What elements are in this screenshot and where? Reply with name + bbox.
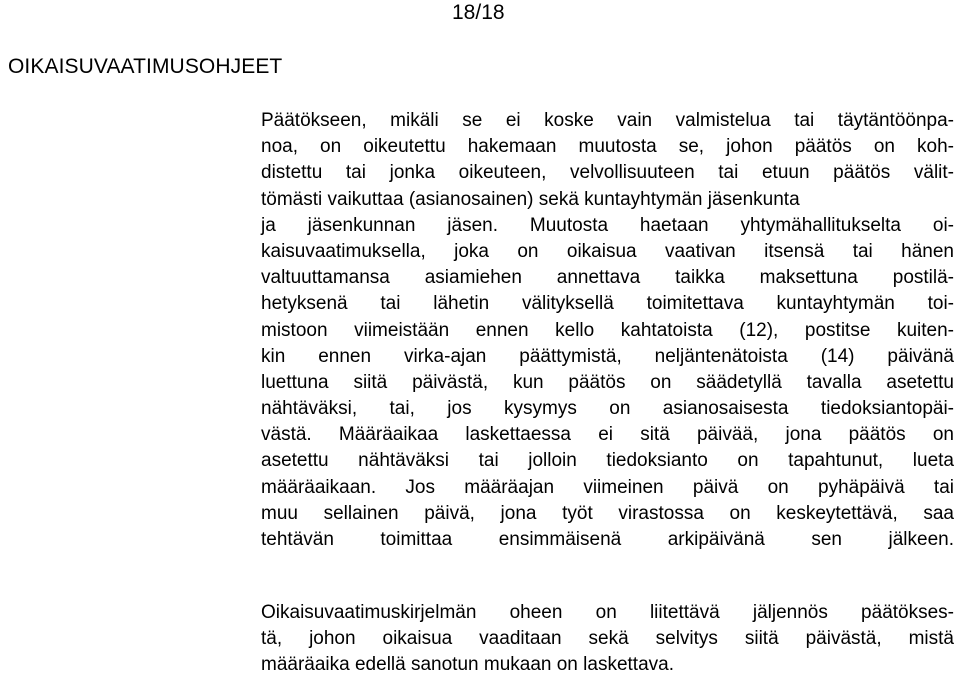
text-line: västä. Määräaikaa laskettaessa ei sitä päivää, jona päätös on [261, 424, 954, 446]
text-line: kin ennen virka-ajan päättymistä, neljäntenätoista (14) päivänä [261, 345, 954, 367]
text-line: määräaika edellä sanotun mukaan on laskettava. [261, 654, 674, 676]
text-line: määräaikaan. Jos määräajan viimeinen päivä on pyhäpäivä tai [261, 476, 954, 498]
section-title: OIKAISUVAATIMUSOHJEET [8, 55, 283, 78]
text-line: tehtävän toimittaa ensimmäisenä arkipäivänä sen jälkeen. [261, 529, 954, 550]
paragraph-appeal-instructions [261, 108, 954, 553]
text-line: luettuna siitä päivästä, kun päätös on säädetyllä tavalla asetettu [261, 371, 954, 393]
text-line: mistoon viimeistään ennen kello kahtatoista (12), postitse kuiten- [261, 319, 954, 341]
text-line: distettu tai jonka oikeuteen, velvollisuuteen tai etuun päätös välit- [261, 162, 954, 184]
text-line: tömästi vaikuttaa (asianosainen) sekä kuntayhtymän jäsenkunta [261, 188, 800, 210]
text-line: noa, on oikeutettu hakemaan muutosta se, johon päätös on koh- [261, 136, 954, 158]
paragraph-attachment-requirements [261, 600, 954, 679]
text-line: muu sellainen päivä, jona työt virastossa on keskeytettävä, saa [261, 502, 954, 524]
text-line: Oikaisuvaatimuskirjelmän oheen on liitettävä jäljennös päätökses- [261, 602, 954, 623]
text-line: valtuuttamansa asiamiehen annettava taikka maksettuna postilä- [261, 267, 954, 289]
text-line: nähtäväksi, tai, jos kysymys on asianosaisesta tiedoksiantopäi- [261, 398, 954, 420]
text-line: hetyksenä tai lähetin välityksellä toimitettava kuntayhtymän toi- [261, 293, 954, 315]
text-line: ja jäsenkunnan jäsen. Muutosta haetaan yhtymähallitukselta oi- [261, 214, 954, 236]
text-line: Päätökseen, mikäli se ei koske vain valmistelua tai täytäntöönpa- [261, 110, 954, 131]
text-line: kaisuvaatimuksella, joka on oikaisua vaativan itsensä tai hänen [261, 240, 954, 262]
text-line: asetettu nähtäväksi tai jolloin tiedoksianto on tapahtunut, lueta [261, 450, 954, 472]
page-number: 18/18 [452, 1, 505, 24]
text-line: tä, johon oikaisua vaaditaan sekä selvitys siitä päivästä, mistä [261, 628, 954, 650]
